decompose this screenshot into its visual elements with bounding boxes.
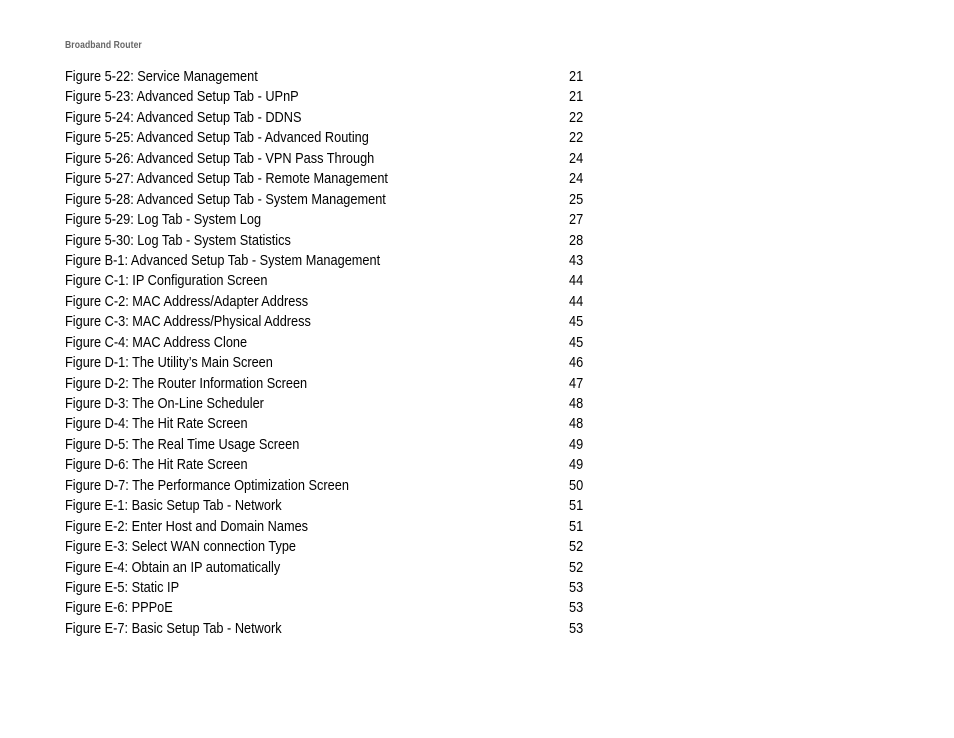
- toc-entry-title[interactable]: Figure C-4: MAC Address Clone: [65, 333, 248, 351]
- toc-entry-title[interactable]: Figure 5-26: Advanced Setup Tab - VPN Pass Through: [65, 149, 375, 167]
- toc-entry-title[interactable]: Figure 5-29: Log Tab - System Log: [65, 211, 262, 229]
- toc-entry[interactable]: [65, 231, 605, 251]
- toc-entry-title[interactable]: Figure E-4: Obtain an IP automatically: [65, 558, 281, 576]
- toc-entry[interactable]: [65, 87, 605, 107]
- toc-entry-title[interactable]: Figure E-5: Static IP: [65, 578, 180, 596]
- toc-entry-page-number[interactable]: 22: [569, 129, 584, 147]
- toc-entry[interactable]: [65, 353, 605, 373]
- toc-entry-title[interactable]: Figure D-5: The Real Time Usage Screen: [65, 435, 300, 453]
- toc-entry-page-number[interactable]: 53: [569, 619, 584, 637]
- toc-entry-title[interactable]: Figure D-1: The Utility’s Main Screen: [65, 354, 273, 372]
- toc-entry-page-number[interactable]: 21: [569, 88, 584, 106]
- toc-entry[interactable]: [65, 414, 605, 434]
- toc-entry-page-number[interactable]: 21: [569, 68, 584, 85]
- toc-entry-title[interactable]: Figure 5-23: Advanced Setup Tab - UPnP: [65, 88, 299, 106]
- toc-entry-page-number[interactable]: 47: [569, 374, 584, 392]
- toc-entry[interactable]: [65, 251, 605, 271]
- toc-entry-page-number[interactable]: 53: [569, 599, 584, 617]
- toc-entry-page-number[interactable]: 49: [569, 435, 584, 453]
- toc-entry[interactable]: [65, 149, 605, 169]
- toc-entry[interactable]: [65, 476, 605, 496]
- toc-entry[interactable]: [65, 108, 605, 128]
- toc-entry-page-number[interactable]: 45: [569, 313, 584, 331]
- toc-entry-page-number[interactable]: 50: [569, 476, 584, 494]
- toc-entry[interactable]: [65, 558, 605, 578]
- toc-entry-title[interactable]: Figure C-2: MAC Address/Adapter Address: [65, 292, 309, 310]
- toc-entry-title[interactable]: Figure E-2: Enter Host and Domain Names: [65, 517, 309, 535]
- toc-entry[interactable]: [65, 169, 605, 189]
- toc-entry-page-number[interactable]: 44: [569, 292, 584, 310]
- toc-entry-page-number[interactable]: 48: [569, 395, 584, 412]
- toc-entry-page-number[interactable]: 24: [569, 170, 584, 188]
- toc-entry-page-number[interactable]: 52: [569, 558, 584, 576]
- toc-entry-title[interactable]: Figure 5-24: Advanced Setup Tab - DDNS: [65, 108, 302, 126]
- toc-entry-title[interactable]: Figure 5-28: Advanced Setup Tab - System Management: [65, 190, 386, 208]
- toc-entry[interactable]: [65, 517, 605, 537]
- toc-entry-page-number[interactable]: 28: [569, 231, 584, 249]
- toc-entry-page-number[interactable]: 51: [569, 497, 584, 515]
- toc-entry[interactable]: [65, 619, 605, 639]
- toc-entry-page-number[interactable]: 22: [569, 108, 584, 126]
- toc-entry-title[interactable]: Figure B-1: Advanced Setup Tab - System Management: [65, 251, 381, 269]
- toc-entry-page-number[interactable]: 43: [569, 251, 584, 269]
- toc-entry-title[interactable]: Figure D-2: The Router Information Screen: [65, 374, 308, 392]
- list-of-figures: [65, 67, 605, 639]
- toc-entry-title[interactable]: Figure C-3: MAC Address/Physical Address: [65, 313, 311, 331]
- toc-entry[interactable]: [65, 67, 605, 87]
- toc-entry-title[interactable]: Figure 5-25: Advanced Setup Tab - Advanced Routing: [65, 129, 369, 147]
- toc-entry-title[interactable]: Figure 5-30: Log Tab - System Statistics: [65, 231, 291, 249]
- toc-entry-title[interactable]: Figure E-1: Basic Setup Tab - Network: [65, 497, 282, 515]
- toc-entry-title[interactable]: Figure D-7: The Performance Optimization Screen: [65, 476, 349, 494]
- toc-entry-title[interactable]: Figure D-6: The Hit Rate Screen: [65, 456, 248, 474]
- toc-entry-title[interactable]: Figure 5-22: Service Management: [65, 68, 258, 85]
- toc-entry-page-number[interactable]: 52: [569, 538, 584, 556]
- toc-entry-page-number[interactable]: 46: [569, 354, 584, 372]
- toc-entry[interactable]: [65, 271, 605, 291]
- toc-entry[interactable]: [65, 435, 605, 455]
- toc-entry-title[interactable]: Figure D-3: The On-Line Scheduler: [65, 395, 264, 412]
- toc-entry-page-number[interactable]: 25: [569, 190, 584, 208]
- toc-entry-page-number[interactable]: 45: [569, 333, 584, 351]
- toc-entry[interactable]: [65, 374, 605, 394]
- toc-entry[interactable]: [65, 537, 605, 557]
- toc-entry[interactable]: [65, 292, 605, 312]
- toc-entry[interactable]: [65, 578, 605, 598]
- toc-entry[interactable]: [65, 190, 605, 210]
- toc-entry[interactable]: [65, 210, 605, 230]
- toc-entry-title[interactable]: Figure E-3: Select WAN connection Type: [65, 538, 297, 556]
- toc-entry-title[interactable]: Figure 5-27: Advanced Setup Tab - Remote Management: [65, 170, 388, 188]
- toc-entry[interactable]: [65, 333, 605, 353]
- toc-entry-title[interactable]: Figure E-7: Basic Setup Tab - Network: [65, 619, 282, 637]
- toc-entry-page-number[interactable]: 51: [569, 517, 584, 535]
- toc-entry[interactable]: [65, 312, 605, 332]
- toc-entry[interactable]: [65, 496, 605, 516]
- toc-entry[interactable]: [65, 394, 605, 414]
- running-header: Broadband Router: [65, 40, 142, 51]
- toc-entry-page-number[interactable]: 48: [569, 415, 584, 433]
- toc-entry-page-number[interactable]: 49: [569, 456, 584, 474]
- toc-entry-page-number[interactable]: 53: [569, 578, 584, 596]
- toc-entry[interactable]: [65, 455, 605, 475]
- toc-entry-page-number[interactable]: 44: [569, 272, 584, 290]
- toc-entry-title[interactable]: Figure D-4: The Hit Rate Screen: [65, 415, 248, 433]
- toc-entry-page-number[interactable]: 24: [569, 149, 584, 167]
- toc-entry-page-number[interactable]: 27: [569, 211, 584, 229]
- toc-entry[interactable]: [65, 128, 605, 148]
- toc-entry-title[interactable]: Figure C-1: IP Configuration Screen: [65, 272, 268, 290]
- toc-entry-title[interactable]: Figure E-6: PPPoE: [65, 599, 173, 617]
- toc-entry[interactable]: [65, 598, 605, 618]
